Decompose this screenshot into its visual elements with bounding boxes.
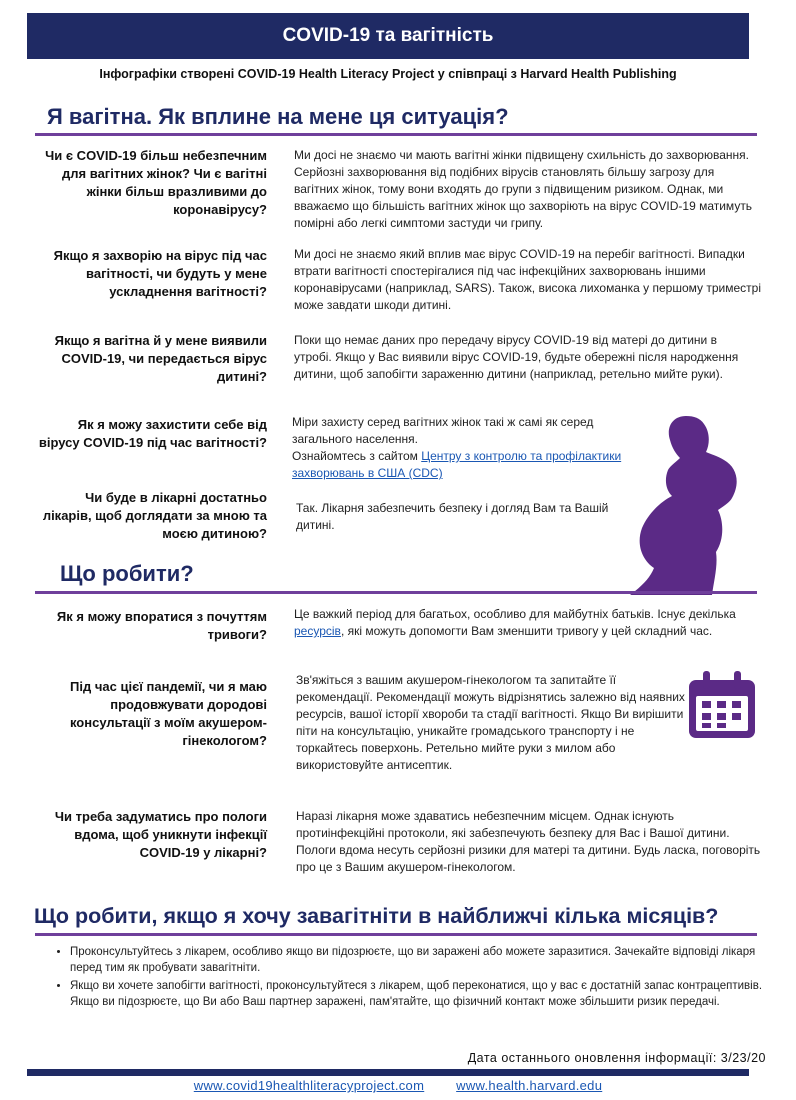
last-updated-text: Дата останнього оновлення інформації: 3/23/20 [467,1051,766,1065]
answer-6-prefix: Це важкий період для багатьох, особливо для майбутніх батьків. Існує декілька [294,607,736,621]
footer-links [0,1078,796,1093]
answer-4-cdc-line [292,448,647,482]
question-5: Чи буде в лікарні достатньо лікарів, щоб доглядати за мною та моєю дитиною? [42,490,267,541]
section-heading-what-to-do: Що робити? [60,561,194,586]
page-subtitle: Інфографіки створені COVID-19 Health Literacy Project у співпраці з Harvard Health Publishing [99,67,677,81]
question-6: Як я можу впоратися з почуттям тривоги? [56,609,267,642]
list-item: • Проконсультуйтесь з лікарем, особливо якщо ви підозрюєте, що ви заражені або можете заразитися. Зачекайте відповіді лікаря перед тим як пробувати завагітніти. [70,944,780,976]
answer-6-suffix: , які можуть допомогти Вам зменшити тривогу у цей складний час. [340,624,713,638]
question-4: Як я можу захистити себе від вірусу COVID-19 під час вагітності? [38,417,267,450]
covid-project-link[interactable]: www.covid19healthliteracyproject.com [193,1078,425,1093]
answer-5: Так. Лікарня забезпечить безпеку і догляд Вам та Вашій дитині. [296,501,609,532]
question-3: Якщо я вагітна й у мене виявили COVID-19, чи передається вірус дитині? [54,333,267,384]
question-8: Чи треба задуматись про пологи вдома, щоб уникнути інфекції COVID-19 у лікарні? [54,809,267,860]
pregnant-woman-icon [620,410,755,595]
answer-4 [292,414,647,482]
resources-link[interactable]: ресурсів [294,624,341,638]
page-title: COVID-19 та вагітність [282,25,494,46]
section-divider [35,133,757,136]
section-heading-pregnant: Я вагітна. Як вплине на мене ця ситуація? [47,104,509,129]
question-7: Під час цієї пандемії, чи я маю продовжувати дородові консультації з моїм акушером-гінекологом? [69,679,267,748]
footer-bar [27,1069,749,1076]
question-2: Якщо я захворію на вірус під час вагітності, чи будуть у мене ускладнення вагітності? [53,248,267,299]
question-1: Чи є COVID-19 більш небезпечним для вагітних жінок? Чи є вагітні жінки більш вразливими до коронавірусу? [45,148,267,217]
section-divider [35,591,757,594]
title-bar [27,13,749,59]
answer-4-text: Міри захисту серед вагітних жінок такі ж самі як серед загального населення. [292,415,594,446]
answer-1: Ми досі не знаємо чи мають вагітні жінки підвищену схильність до захворювання. Серйозні захворювання від подібних вірусів становлять більшу загрозу для вагітних жінок, тому вони входять до групи з підвищеним ризиком. Однак, ми вважаємо що більшість вагітних жінок що захворіють на вірус COVID-19 матимуть помірні або легкі симптоми застуди чи грипу. [294,148,753,230]
calendar-icon [683,666,763,746]
answer-6 [294,606,759,640]
section-divider [35,933,757,936]
answer-4-prefix: Ознайомтесь з сайтом [292,449,422,463]
answer-3: Поки що немає даних про передачу вірусу COVID-19 від матері до дитини в утробі. Якщо у Вас виявили вірус COVID-19, будьте обережні після народження дитини, щоб запобігти зараженню дитини (наприклад, ретельно мийте руки). [294,333,739,381]
list-item: • Якщо ви хочете запобігти вагітності, проконсультуйтеся з лікарем, щоб переконатися, що у вас є достатній запас контрацептивів. Якщо ви підозрюєте, що Ви або Ваш партнер заражені, пам'ятайте, що фізичний контакт може збільшити ризик передачі. [70,978,780,1010]
cdc-link[interactable]: Центру з контролю та профілактики захворювань в США (CDC) [292,449,622,480]
section-heading-planning: Що робити, якщо я хочу завагітніти в найближчі кілька місяців? [34,904,719,928]
answer-7: Зв'яжіться з вашим акушером-гінекологом та запитайте її рекомендації. Рекомендації можуть відрізнятись залежно від наявних ресурсів, вашої історії хвороби та стадії вагітності. Якщо Ви вирішити піти на консультацію, уникайте громадського транспорту і не торкайтесь поверхонь. Ретельно мийте руки з милом або використовуйте антисептик. [296,673,685,772]
answer-2: Ми досі не знаємо який вплив має вірус COVID-19 на перебіг вагітності. Випадки втрати вагітності спостерігалися під час інфекційних захворювань іншими коронавірусами (наприклад, SARS). Також, висока лихоманка у першому триместрі може завдати шкоди дитині. [294,247,761,312]
answer-8: Наразі лікарня може здаватись небезпечним місцем. Однак існують протиінфекційні протоколи, які забезпечують безпеку для Вас і Вашої дитини. Пологи вдома несуть серйозні ризики для матері та дитини. Будь ласка, поговоріть про це з Вашим акушером-гінекологом. [296,809,761,874]
planning-bullet-list [52,944,780,1012]
harvard-health-link[interactable]: www.health.harvard.edu [456,1078,603,1093]
